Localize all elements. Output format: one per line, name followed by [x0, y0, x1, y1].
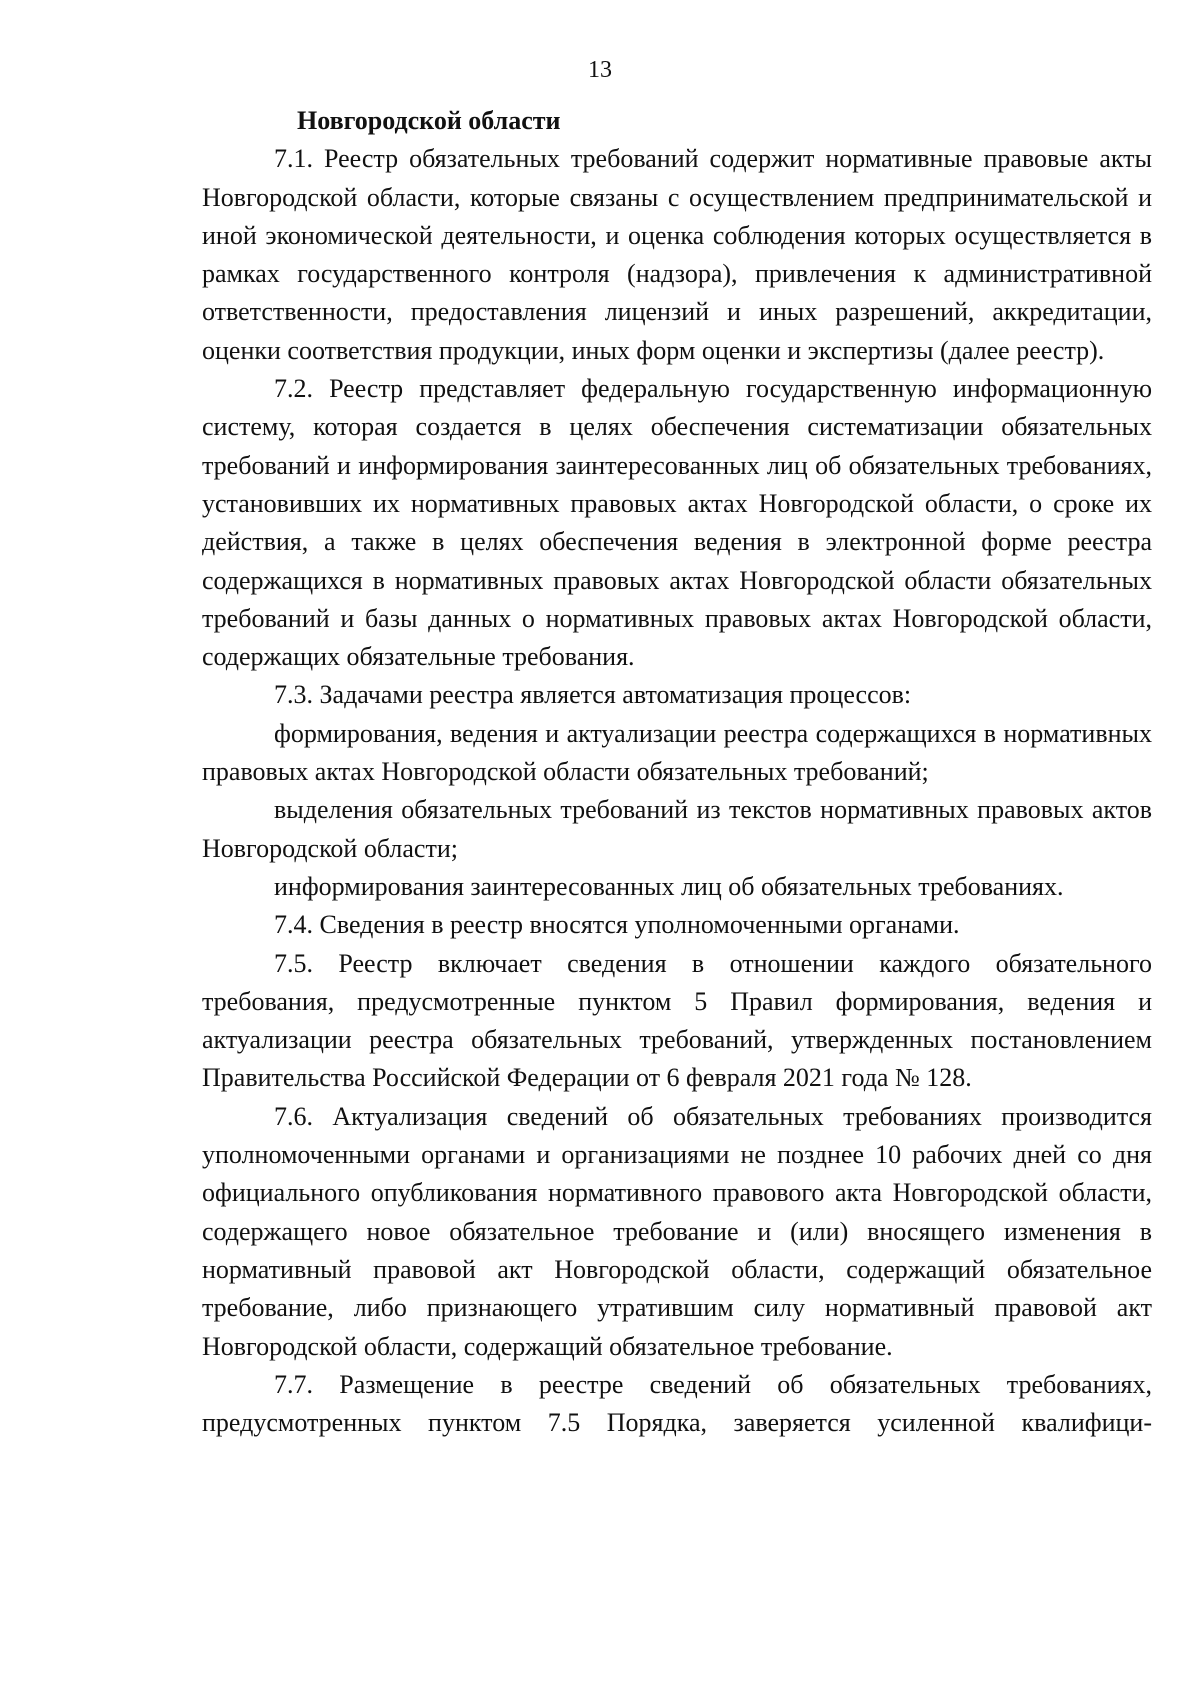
paragraph-7-2: 7.2. Реестр представляет федеральную государственную информационную систему, которая создается в целях обеспечения систематизации обязательных требований и информирования заинтересованных лиц об обязательных требованиях, установивших их нормативных правовых актах Новгородской области, о сроке их действия, а также в целях обеспечения ведения в электронной форме реестра содержащихся в нормативных правовых актах Новгородской области обязательных требований и базы данных о нормативных правовых актах Новгородской области, содержащих обязательные требования.	[202, 374, 1152, 672]
paragraph-7-1: 7.1. Реестр обязательных требований содержит нормативные правовые акты Новгородской области, которые связаны с осуществлением предпринимательской и иной экономической деятельности, и оценка соблюдения которых осуществляется в рамках государственного контроля (надзора), привлечения к административной ответственности, предоставления лицензий и иных разрешений, аккредитации, оценки соответствия продукции, иных форм оценки и экспертизы (далее реестр).	[202, 144, 1152, 365]
paragraph-7-3-item-2: выделения обязательных требований из текстов нормативных правовых актов Новгородской области;	[202, 795, 1152, 863]
page-number: 13	[588, 57, 612, 83]
paragraph-7-3-item-1: формирования, ведения и актуализации реестра содержащихся в нормативных правовых актах Новгородской области обязательных требований;	[202, 718, 1152, 787]
document-body	[202, 102, 1152, 1442]
paragraph-7-7: 7.7. Размещение в реестре сведений об обязательных требованиях, предусмотренных пунктом 7.5 Порядка, заверяется усиленной квалифици-	[202, 1369, 1152, 1438]
paragraph-7-3: 7.3. Задачами реестра является автоматизация процессов:	[274, 680, 912, 710]
section-heading: Новгородской области	[297, 106, 561, 135]
paragraph-7-4: 7.4. Сведения в реестр вносятся уполномоченными органами.	[274, 910, 960, 940]
paragraph-7-6: 7.6. Актуализация сведений об обязательных требованиях производится уполномоченными органами и организациями не позднее 10 рабочих дней со дня официального опубликования нормативного правового акта Новгородской области, содержащего новое обязательное требование и (или) вносящего изменения в нормативный правовой акт Новгородской области, содержащий обязательное требование, либо признающего утратившим силу нормативный правовой акт Новгородской области, содержащий обязательное требование.	[202, 1101, 1152, 1361]
paragraph-7-5: 7.5. Реестр включает сведения в отношении каждого обязательного требования, предусмотренные пунктом 5 Правил формирования, ведения и актуализации реестра обязательных требований, утвержденных постановлением Правительства Российской Федерации от 6 февраля 2021 года № 128.	[202, 948, 1152, 1093]
paragraph-7-3-item-3: информирования заинтересованных лиц об обязательных требованиях.	[274, 871, 1064, 901]
